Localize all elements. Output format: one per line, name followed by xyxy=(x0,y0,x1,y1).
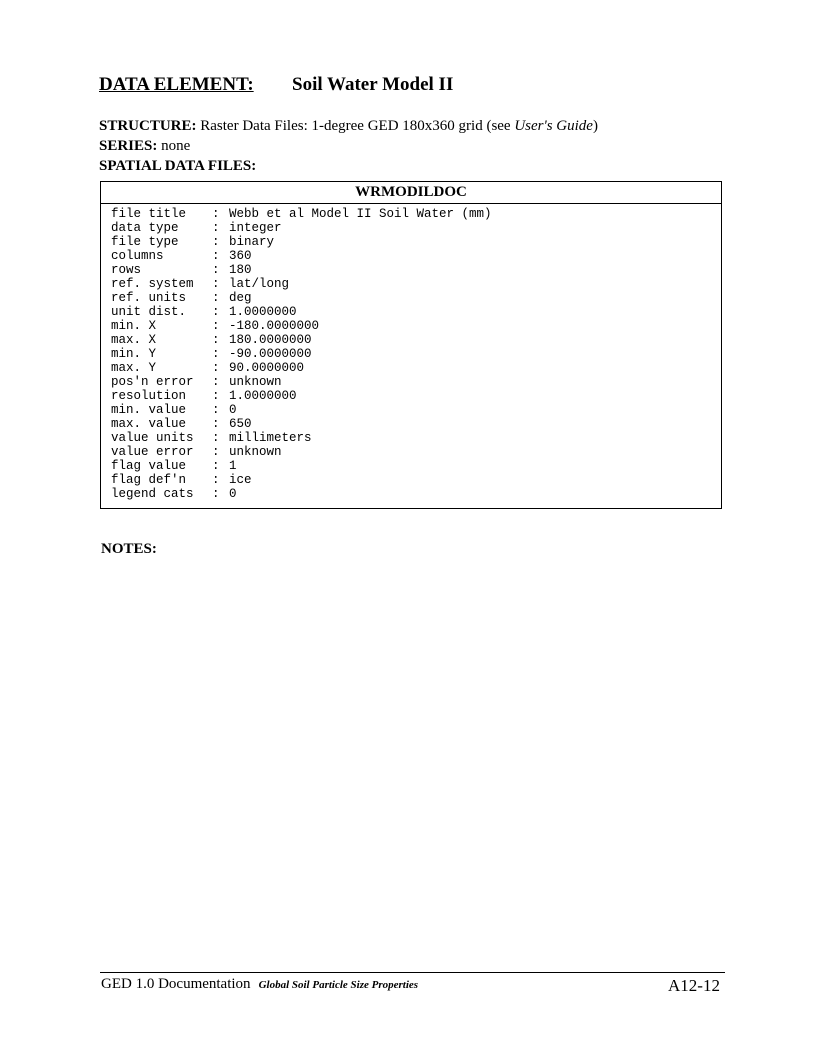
doc-file-title: WRMODILDOC xyxy=(355,184,467,200)
doc-field-value: -180.0000000 xyxy=(229,319,320,333)
doc-field-row xyxy=(111,221,492,235)
doc-field-value: ice xyxy=(229,473,252,487)
doc-field-value: integer xyxy=(229,221,282,235)
doc-field-row xyxy=(111,403,492,417)
doc-field-key: max. value xyxy=(111,417,187,431)
doc-field-separator: : xyxy=(212,249,220,263)
series-value: none xyxy=(161,138,191,154)
structure-guide-ref: User's Guide xyxy=(514,118,593,134)
doc-field-key: legend cats xyxy=(111,487,194,501)
doc-field-separator: : xyxy=(212,361,220,375)
doc-field-key: min. Y xyxy=(111,347,157,361)
doc-field-key: min. value xyxy=(111,403,187,417)
doc-field-separator: : xyxy=(212,431,220,445)
doc-field-key: min. X xyxy=(111,319,157,333)
doc-field-separator: : xyxy=(212,403,220,417)
doc-field-value: unknown xyxy=(229,445,282,459)
doc-field-separator: : xyxy=(212,305,220,319)
doc-field-key: pos'n error xyxy=(111,375,194,389)
doc-field-separator: : xyxy=(212,347,220,361)
doc-field-list xyxy=(111,207,492,501)
doc-field-separator: : xyxy=(212,221,220,235)
doc-field-key: value error xyxy=(111,445,194,459)
doc-field-separator: : xyxy=(212,375,220,389)
doc-field-separator: : xyxy=(212,319,220,333)
doc-field-row xyxy=(111,445,492,459)
doc-field-row xyxy=(111,235,492,249)
doc-field-key: ref. units xyxy=(111,291,187,305)
doc-field-row xyxy=(111,473,492,487)
series-line xyxy=(99,138,190,155)
doc-file-box xyxy=(100,181,722,509)
doc-field-separator: : xyxy=(212,487,220,501)
doc-field-value: millimeters xyxy=(229,431,312,445)
doc-field-key: value units xyxy=(111,431,194,445)
doc-field-separator: : xyxy=(212,445,220,459)
footer-doc-title: GED 1.0 Documentation xyxy=(101,976,251,992)
data-element-value: Soil Water Model II xyxy=(292,74,454,95)
doc-field-value: 0 xyxy=(229,487,237,501)
doc-field-row xyxy=(111,249,492,263)
doc-field-row xyxy=(111,277,492,291)
doc-field-row xyxy=(111,263,492,277)
doc-field-value: 1.0000000 xyxy=(229,389,297,403)
doc-field-separator: : xyxy=(212,389,220,403)
doc-field-row xyxy=(111,347,492,361)
doc-field-value: 650 xyxy=(229,417,252,431)
structure-text-end: ) xyxy=(592,118,598,134)
structure-line xyxy=(99,118,598,135)
doc-field-key: file type xyxy=(111,235,179,249)
doc-field-value: 90.0000000 xyxy=(229,361,305,375)
doc-field-separator: : xyxy=(212,417,220,431)
footer xyxy=(101,976,418,993)
doc-field-key: flag def'n xyxy=(111,473,187,487)
doc-field-value: Webb et al Model II Soil Water (mm) xyxy=(229,207,492,221)
doc-file-divider xyxy=(101,203,721,204)
doc-field-separator: : xyxy=(212,263,220,277)
doc-field-separator: : xyxy=(212,333,220,347)
doc-field-separator: : xyxy=(212,473,220,487)
doc-field-row xyxy=(111,417,492,431)
structure-text: Raster Data Files: 1-degree GED 180x360 grid (see xyxy=(200,118,515,134)
doc-field-key: ref. system xyxy=(111,277,194,291)
doc-field-value: 180.0000000 xyxy=(229,333,312,347)
doc-field-key: unit dist. xyxy=(111,305,187,319)
page-number: A12-12 xyxy=(668,976,720,995)
doc-field-key: rows xyxy=(111,263,142,277)
doc-field-value: -90.0000000 xyxy=(229,347,312,361)
doc-field-row xyxy=(111,291,492,305)
doc-field-row xyxy=(111,361,492,375)
doc-field-row xyxy=(111,319,492,333)
doc-field-row xyxy=(111,431,492,445)
doc-field-value: 1.0000000 xyxy=(229,305,297,319)
series-label: SERIES: xyxy=(99,138,158,154)
doc-field-value: unknown xyxy=(229,375,282,389)
doc-field-value: deg xyxy=(229,291,252,305)
doc-field-separator: : xyxy=(212,291,220,305)
doc-field-row xyxy=(111,389,492,403)
doc-field-separator: : xyxy=(212,459,220,473)
data-element-label: DATA ELEMENT: xyxy=(99,74,254,95)
doc-field-separator: : xyxy=(212,207,220,221)
doc-field-value: 1 xyxy=(229,459,237,473)
doc-field-key: file title xyxy=(111,207,187,221)
doc-field-key: flag value xyxy=(111,459,187,473)
doc-field-row xyxy=(111,459,492,473)
page-title xyxy=(99,74,454,96)
doc-field-key: max. Y xyxy=(111,361,157,375)
doc-field-key: data type xyxy=(111,221,179,235)
doc-field-key: resolution xyxy=(111,389,187,403)
doc-field-separator: : xyxy=(212,277,220,291)
doc-field-value: lat/long xyxy=(229,277,290,291)
footer-divider xyxy=(100,972,725,973)
doc-field-value: 180 xyxy=(229,263,252,277)
doc-field-row xyxy=(111,305,492,319)
doc-field-value: binary xyxy=(229,235,275,249)
notes-label: NOTES: xyxy=(101,541,157,557)
doc-field-separator: : xyxy=(212,235,220,249)
structure-label: STRUCTURE: xyxy=(99,118,197,134)
doc-field-key: max. X xyxy=(111,333,157,347)
doc-field-key: columns xyxy=(111,249,164,263)
footer-subtitle: Global Soil Particle Size Properties xyxy=(258,979,419,991)
doc-field-value: 0 xyxy=(229,403,237,417)
spatial-data-files-label: SPATIAL DATA FILES: xyxy=(99,158,257,174)
doc-field-row xyxy=(111,333,492,347)
doc-field-row xyxy=(111,487,492,501)
doc-field-row xyxy=(111,375,492,389)
doc-field-value: 360 xyxy=(229,249,252,263)
doc-field-row xyxy=(111,207,492,221)
